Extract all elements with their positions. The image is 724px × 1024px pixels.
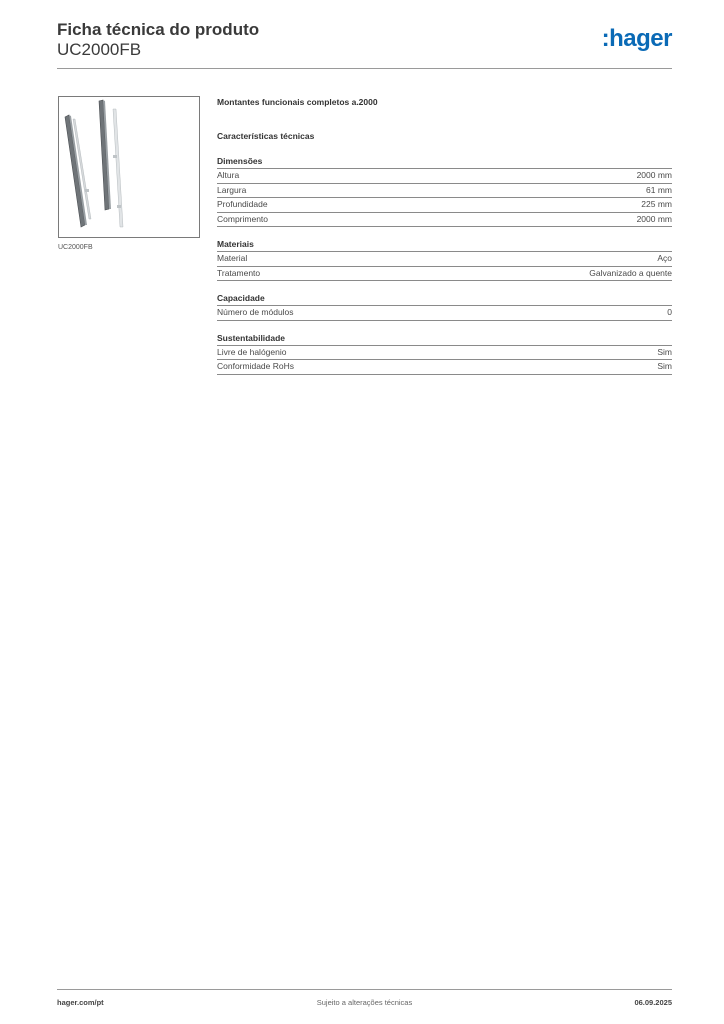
spec-row [217, 213, 672, 228]
spec-value: 2000 mm [636, 213, 672, 224]
section-title: Dimensões [217, 156, 672, 169]
spec-label: Largura [217, 184, 247, 195]
spec-row [217, 252, 672, 267]
spec-label: Número de módulos [217, 307, 294, 317]
page-header [57, 20, 672, 60]
section-dimensoes [217, 156, 672, 227]
section-title: Materiais [217, 239, 672, 252]
spec-row [217, 360, 672, 375]
spec-value: Aço [657, 253, 672, 263]
spec-row [217, 346, 672, 361]
spec-value: Galvanizado a quente [589, 267, 672, 278]
spec-row [217, 267, 672, 282]
document-title: Ficha técnica do produto [57, 20, 260, 39]
spec-row [217, 306, 672, 321]
spec-label: Conformidade RoHs [217, 361, 295, 371]
spec-row [217, 169, 672, 184]
section-materiais [217, 239, 672, 281]
spec-label: Profundidade [217, 199, 268, 209]
footer-date: 06.09.2025 [634, 998, 672, 1007]
spec-row [217, 198, 672, 213]
spec-value: 2000 mm [636, 170, 672, 180]
hager-logo: :hager [601, 25, 672, 52]
spec-label: Altura [217, 170, 240, 180]
section-sustentabilidade [217, 333, 672, 375]
spec-value: 61 mm [646, 184, 672, 195]
spec-value: Sim [657, 346, 672, 357]
spec-value: 225 mm [641, 199, 672, 209]
section-title: Capacidade [217, 293, 672, 306]
section-title: Sustentabilidade [217, 333, 672, 346]
spec-heading: Características técnicas [217, 131, 315, 141]
product-name: Montantes funcionais completos a.2000 [217, 97, 378, 107]
product-code: UC2000FB [57, 40, 142, 59]
image-caption: UC2000FB [58, 244, 93, 251]
spec-label: Material [217, 253, 248, 263]
spec-row [217, 184, 672, 199]
section-capacidade [217, 293, 672, 321]
spec-label: Comprimento [217, 213, 269, 224]
footer-note: Sujeito a alterações técnicas [316, 998, 413, 1007]
footer-website-link[interactable]: hager.com/pt [57, 998, 104, 1007]
spec-label: Tratamento [217, 267, 261, 278]
spec-label: Livre de halógenio [217, 346, 287, 357]
footer-divider [57, 989, 672, 990]
product-rails-image [59, 97, 199, 237]
product-image [58, 96, 200, 238]
spec-value: Sim [657, 361, 672, 371]
spec-content [217, 96, 672, 375]
spec-value: 0 [667, 307, 672, 317]
header-divider [57, 68, 672, 69]
